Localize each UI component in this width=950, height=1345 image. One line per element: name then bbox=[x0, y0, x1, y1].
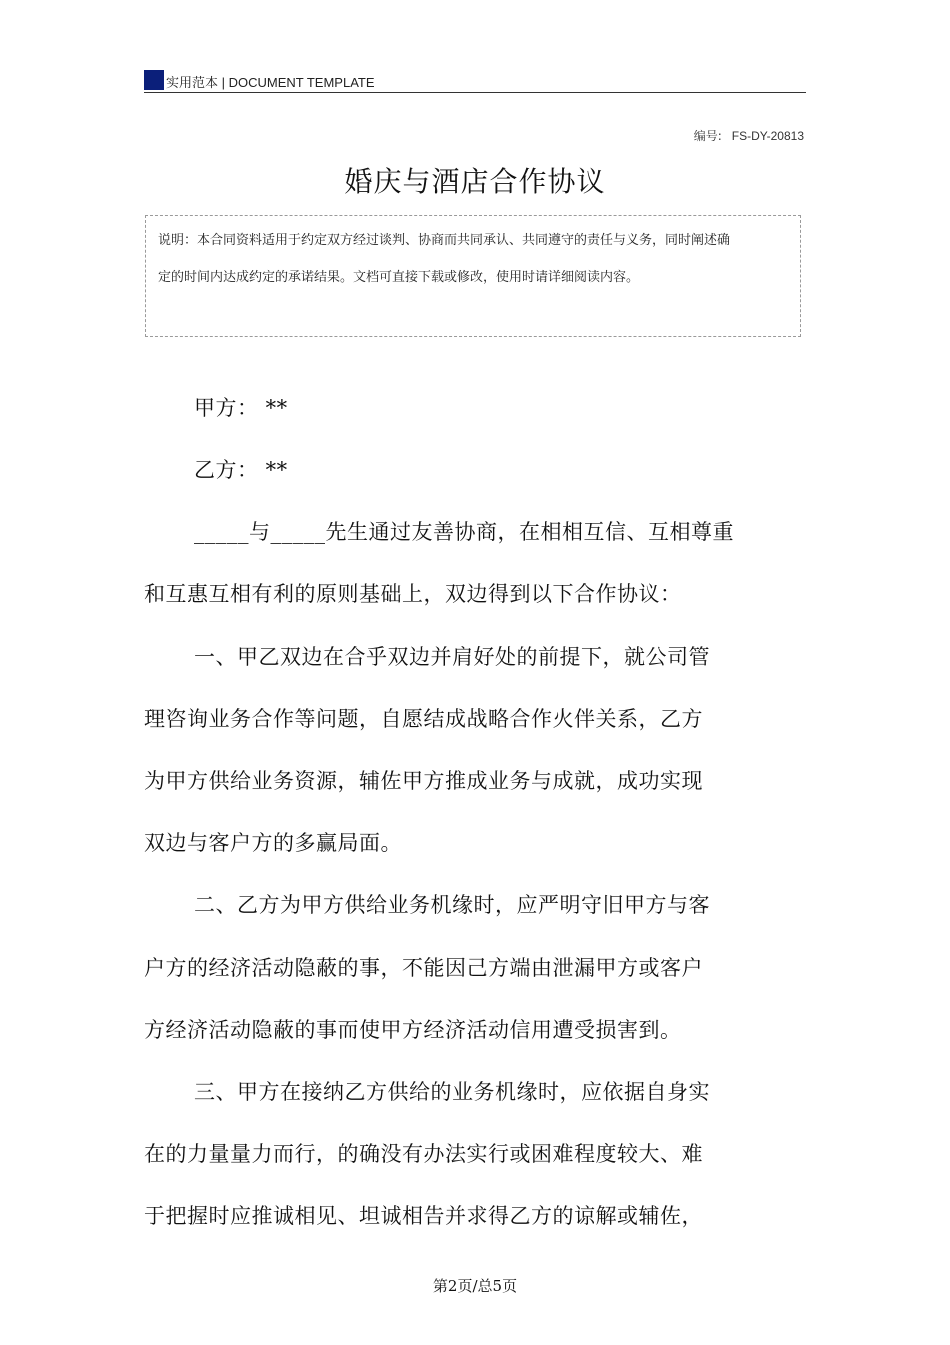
body-line: 一、甲乙双边在合乎双边并肩好处的前提下，就公司管 bbox=[194, 645, 710, 669]
document-number bbox=[694, 127, 804, 144]
body-line: 理咨询业务合作等问题，自愿结成战略合作火伴关系，乙方 bbox=[144, 707, 703, 731]
document-title: 婚庆与酒店合作协议 bbox=[344, 165, 606, 198]
document-number-label: 编号: bbox=[693, 129, 722, 143]
body-line: 二、乙方为甲方供给业务机缘时，应严明守旧甲方与客 bbox=[194, 893, 710, 917]
note-text: 说明：本合同资料适用于约定双方经过谈判、协商而共同承认、共同遵守的责任与义务，同时阐述确定的时间内达成约定的承诺结果。文档可直接下载或修改，使用时请详细阅读内容。 bbox=[158, 233, 731, 285]
header-title: 实用范本 | DOCUMENT TEMPLATE bbox=[166, 75, 375, 90]
body-line: 双边与客户方的多赢局面。 bbox=[144, 831, 402, 855]
body-line: 方经济活动隐蔽的事而使甲方经济活动信用遭受损害到。 bbox=[144, 1018, 682, 1042]
body-line: 在的力量量力而行，的确没有办法实行或困难程度较大、难 bbox=[144, 1142, 703, 1166]
page-footer: 第2页/总5页 bbox=[432, 1277, 518, 1295]
body-line: 户方的经济活动隐蔽的事，不能因己方端由泄漏甲方或客户 bbox=[144, 956, 703, 980]
header-logo-block bbox=[144, 70, 164, 90]
party-b-line: 乙方： ** bbox=[194, 458, 288, 482]
body-line: 三、甲方在接纳乙方供给的业务机缘时，应依据自身实 bbox=[194, 1080, 710, 1104]
body-line: 于把握时应推诚相见、坦诚相告并求得乙方的谅解或辅佐， bbox=[144, 1204, 703, 1228]
document-number-value: FS-DY-20813 bbox=[731, 129, 804, 143]
document-header bbox=[144, 68, 806, 93]
body-line: 和互惠互相有利的原则基础上，双边得到以下合作协议： bbox=[144, 582, 682, 606]
note-box bbox=[145, 215, 801, 337]
body-line: _____与_____先生通过友善协商，在相相互信、互相尊重 bbox=[194, 520, 734, 544]
party-a-line: 甲方： ** bbox=[194, 396, 288, 420]
body-line: 为甲方供给业务资源，辅佐甲方推成业务与成就，成功实现 bbox=[144, 769, 703, 793]
